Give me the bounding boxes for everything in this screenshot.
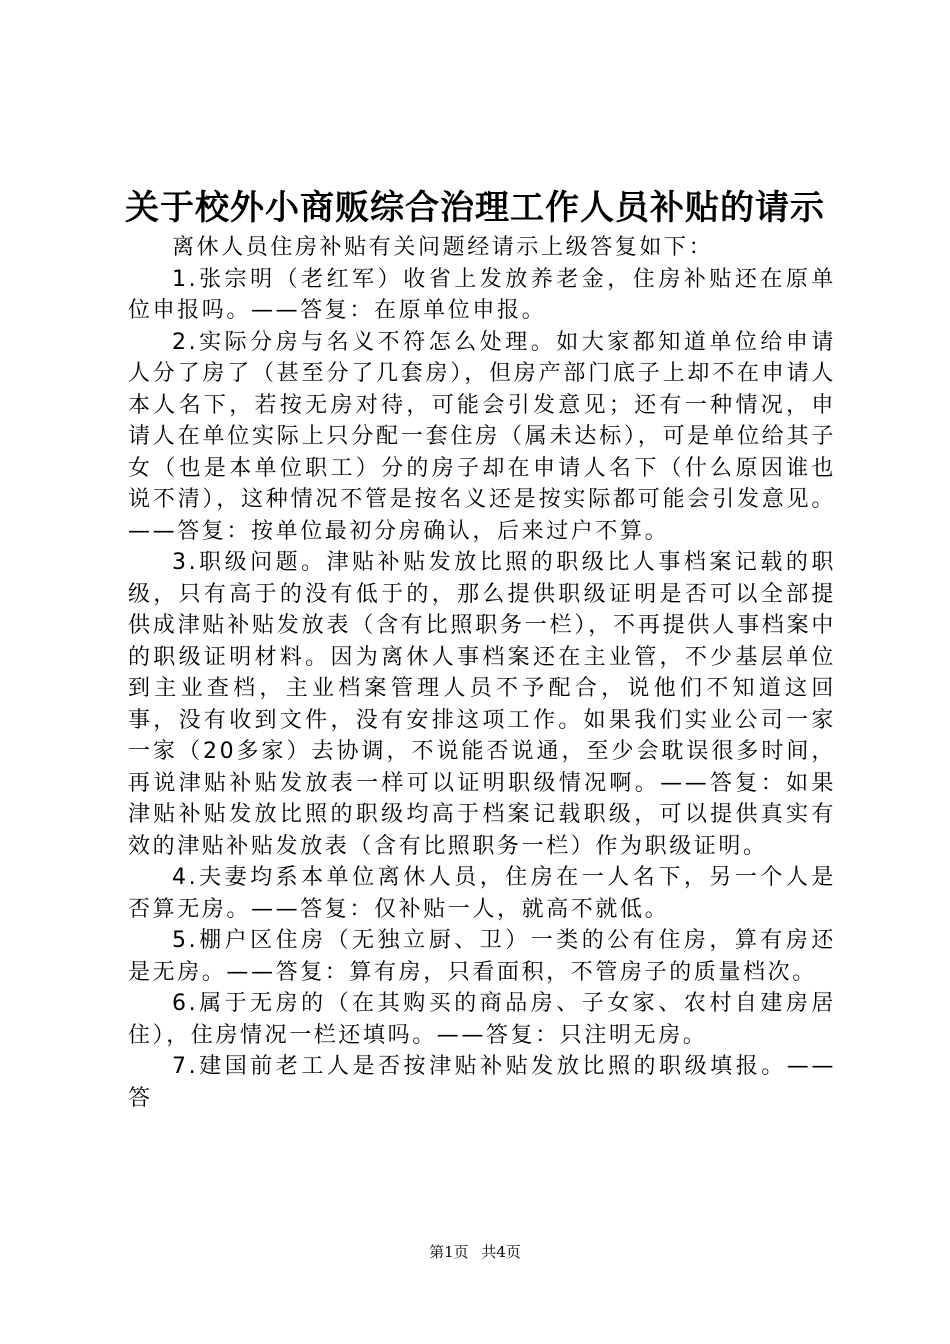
item-paragraph-1: 1.张宗明（老红军）收省上发放养老金，住房补贴还在原单位申报吗。——答复：在原单位申报。	[128, 266, 836, 323]
item-paragraph-6: 6.属于无房的（在其购买的商品房、子女家、农村自建房居住），住房情况一栏还填吗。——答复：只注明无房。	[128, 991, 836, 1048]
document-body	[128, 232, 836, 1114]
page-number: 第1页	[429, 1243, 469, 1261]
intro-paragraph: 离休人员住房补贴有关问题经请示上级答复如下：	[172, 235, 714, 260]
item-paragraph-3: 3.职级问题。津贴补贴发放比照的职级比人事档案记载的职级，只有高于的没有低于的，那么提供职级证明是否可以全部提供成津贴补贴发放表（含有比照职务一栏），不再提供人事档案中的职级证明材料。因为离休人事档案还在主业管，不少基层单位到主业查档，主业档案管理人员不予配合，说他们不知道这回事，没有收到文件，没有安排这项工作。如果我们实业公司一家一家（20多家）去协调，不说能否说通，至少会耽误很多时间，再说津贴补贴发放表一样可以证明职级情况啊。——答复：如果津贴补贴发放比照的职级均高于档案记载职级，可以提供真实有效的津贴补贴发放表（含有比照职务一栏）作为职级证明。	[128, 550, 836, 859]
document-title: 关于校外小商贩综合治理工作人员补贴的请示	[125, 188, 825, 228]
item-paragraph-5: 5.棚户区住房（无独立厨、卫）一类的公有住房，算有房还是无房。——答复：算有房，只看面积，不管房子的质量档次。	[128, 928, 836, 985]
page-total: 共4页	[481, 1243, 521, 1261]
item-paragraph-7: 7.建国前老工人是否按津贴补贴发放比照的职级填报。——答	[128, 1054, 836, 1111]
page-footer	[0, 1242, 950, 1262]
item-paragraph-2: 2.实际分房与名义不符怎么处理。如大家都知道单位给申请人分了房了（甚至分了几套房），但房产部门底子上却不在申请人本人名下，若按无房对待，可能会引发意见；还有一种情况，申请人在单位实际上只分配一套住房（属未达标），可是单位给其子女（也是本单位职工）分的房子却在申请人名下（什么原因谁也说不清），这种情况不管是按名义还是按实际都可能会引发意见。——答复：按单位最初分房确认，后来过户不算。	[128, 329, 836, 544]
item-paragraph-4: 4.夫妻均系本单位离休人员，住房在一人名下，另一个人是否算无房。——答复：仅补贴一人，就高不就低。	[128, 865, 836, 922]
